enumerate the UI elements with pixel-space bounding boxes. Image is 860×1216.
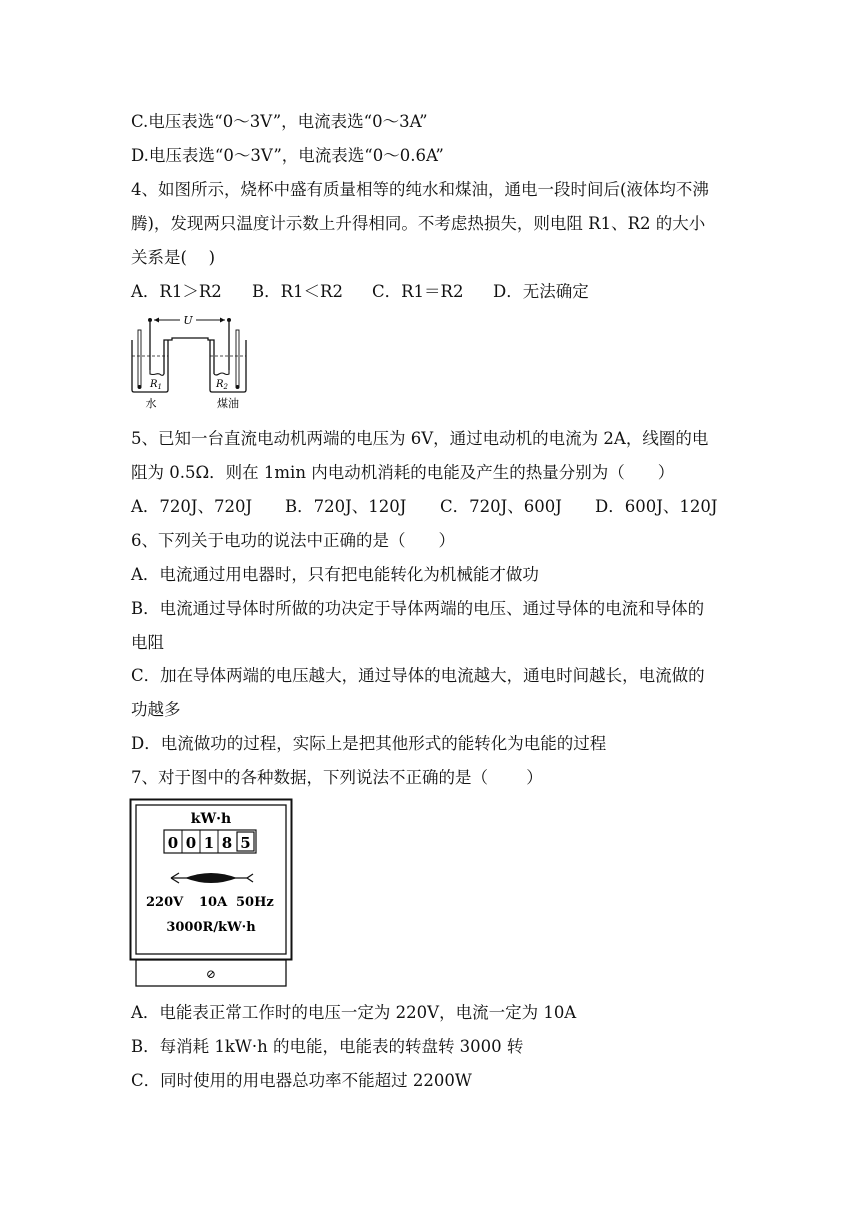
beaker-circuit-diagram [128,312,252,412]
q4-stem-line3: 关系是( ) [131,248,216,267]
r1-label: $R_1$ [150,379,162,391]
q7-meter-figure [129,798,293,988]
q5-option-d: D．600J、120J [595,497,718,516]
meter-current: 10A [199,895,228,910]
q4-beaker-figure [128,312,252,412]
q6-option-d: D．电流做功的过程，实际上是把其他形式的能转化为电能的过程 [131,734,607,753]
meter-voltage: 220V [146,895,184,910]
q6-option-b-line2: 电阻 [131,633,164,652]
meter-digit-2: 0 [185,834,197,852]
q5-stem-line2: 阻为 0.5Ω．则在 1min 内电动机消耗的电能及产生的热量分别为（ ） [131,463,675,482]
q6-option-c-line1: C．加在导体两端的电压越大，通过导体的电流越大，通电时间越长，电流做的 [131,666,705,685]
meter-unit: kW·h [190,811,232,827]
q5-option-c: C．720J、600J [440,497,562,516]
kerosene-caption: 煤油 [217,397,239,410]
q5-stem-line1: 5、已知一台直流电动机两端的电压为 6V，通过电动机的电流为 2A，线圈的电 [131,429,709,448]
electricity-meter [129,798,293,988]
q5-option-a: A．720J、720J [131,497,253,516]
q7-option-c: C．同时使用的用电器总功率不能超过 2200W [131,1071,472,1090]
q6-stem: 6、下列关于电功的说法中正确的是（ ） [131,531,455,550]
r2-label: $R_2$ [216,379,228,391]
q4-stem-line2: 腾)，发现两只温度计示数上升得相同。不考虑热损失，则电阻 R1、R2 的大小 [131,214,706,233]
meter-frequency: 50Hz [236,895,274,910]
q4-option-d: D．无法确定 [493,282,589,301]
screw-icon: ⊘ [205,967,217,981]
q4-stem-line1: 4、如图所示，烧杯中盛有质量相等的纯水和煤油，通电一段时间后(液体均不沸 [131,180,709,199]
water-caption: 水 [145,397,157,410]
q7-option-a: A．电能表正常工作时的电压一定为 220V，电流一定为 10A [131,1003,577,1022]
q4-option-b: B．R1＜R2 [252,282,343,301]
q3-option-d: D.电压表选“0～3V”，电流表选“0～0.6A” [131,146,444,165]
meter-constant: 3000R/kW·h [166,920,256,935]
meter-digit-1: 0 [167,834,179,852]
q7-option-b: B．每消耗 1kW·h 的电能，电能表的转盘转 3000 转 [131,1037,524,1056]
q6-option-c-line2: 功越多 [131,700,181,719]
voltage-label: U [183,314,193,327]
q6-option-b-line1: B．电流通过导体时所做的功决定于导体两端的电压、通过导体的电流和导体的 [131,599,705,618]
q4-option-a: A．R1＞R2 [131,282,222,301]
meter-digit-5: 5 [240,834,251,852]
q6-option-a: A．电流通过用电器时，只有把电能转化为机械能才做功 [131,565,539,584]
q5-option-b: B．720J、120J [285,497,407,516]
q7-stem: 7、对于图中的各种数据，下列说法不正确的是（ ） [131,768,543,787]
q4-option-c: C．R1＝R2 [372,282,464,301]
q3-option-c: C.电压表选“0～3V”，电流表选“0～3A” [131,112,428,131]
meter-digit-4: 8 [221,834,233,852]
meter-digit-3: 1 [203,834,215,852]
